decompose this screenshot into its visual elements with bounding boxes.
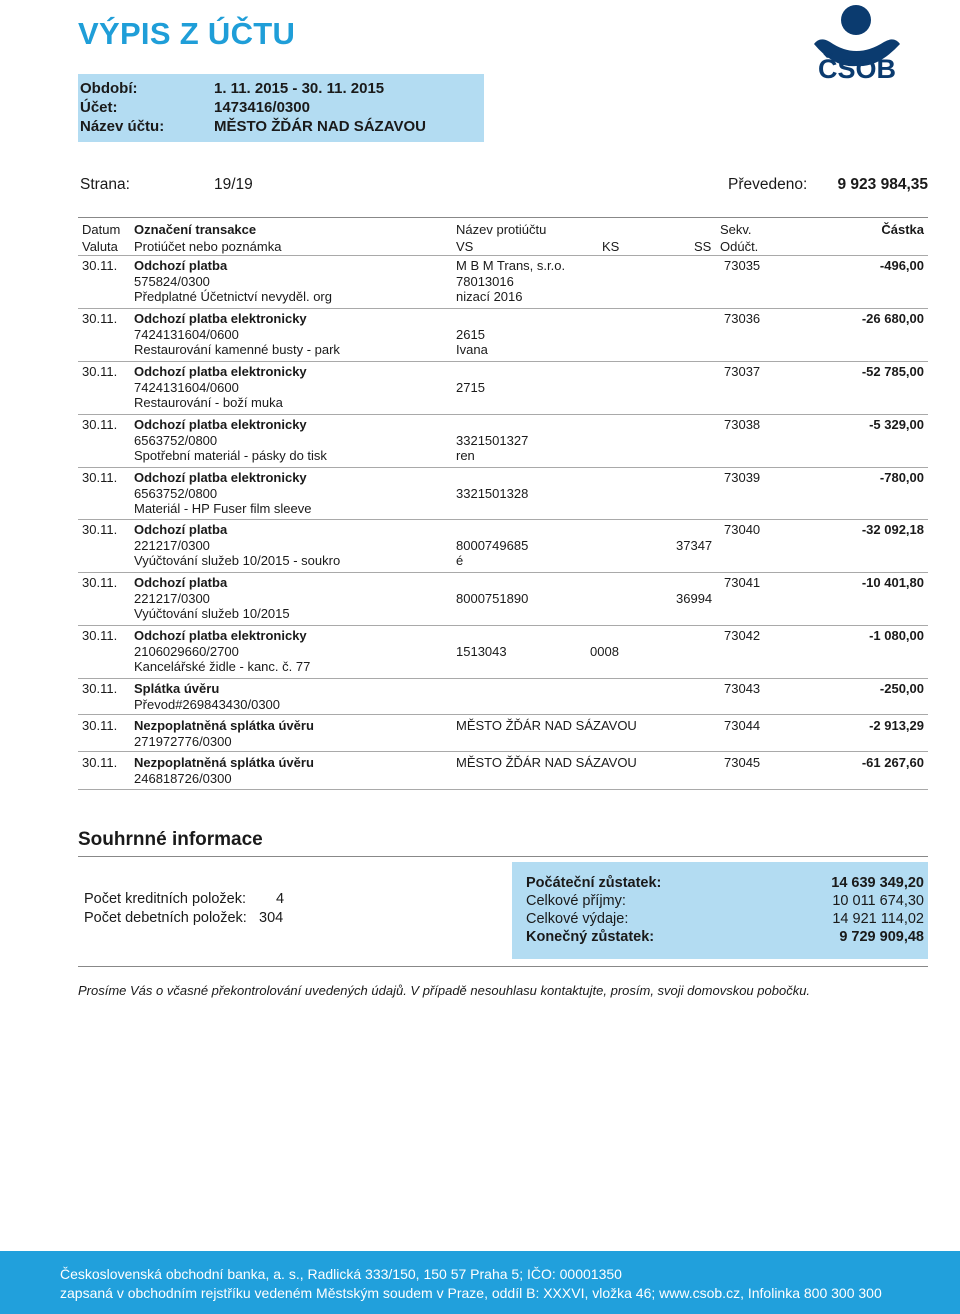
account-info-box <box>78 74 484 142</box>
row-type: Nezpoplatněná splátka úvěru <box>134 755 314 770</box>
row-account: 271972776/0300 <box>134 733 232 749</box>
row-date: 30.11. <box>82 522 118 537</box>
row-sequence: 73045 <box>724 755 761 770</box>
header-ks: KS <box>602 239 620 254</box>
header-transaction-line1: Označení transakce <box>134 222 257 237</box>
row-type: Odchozí platba <box>134 575 228 590</box>
row-divider <box>78 361 928 362</box>
row-date: 30.11. <box>82 258 118 273</box>
table-top-rule <box>78 217 928 218</box>
closing-balance-label: Konečný zůstatek: <box>526 929 655 945</box>
row-account: 2106029660/2700 <box>134 643 239 659</box>
row-sequence: 73043 <box>724 681 761 696</box>
header-sequence-line2: Odúčt. <box>720 239 759 254</box>
carried-label: Převedeno: <box>728 176 808 193</box>
row-counterparty-line: 8000749685 <box>456 537 529 553</box>
row-sequence: 73038 <box>724 417 761 432</box>
row-account: 221217/0300 <box>134 590 210 606</box>
page-label: Strana: <box>80 176 130 193</box>
row-sequence: 73042 <box>724 628 761 643</box>
row-note: Restaurování - boží muka <box>134 395 283 410</box>
notice-text: Prosíme Vás o včasné překontrolování uvedených údajů. V případě nesouhlasu kontaktujte, prosím, svoji domovskou pobočku. <box>78 983 811 998</box>
row-date: 30.11. <box>82 417 118 432</box>
row-sequence: 73044 <box>724 718 761 733</box>
row-type: Odchozí platba elektronicky <box>134 417 307 432</box>
row-counterparty-line: nizací 2016 <box>456 289 523 304</box>
footer-line2: zapsaná v obchodním rejstříku vedeném Městským soudem v Praze, oddíl B: XXXVI, vložka 46; www.csob.cz, Infolinka 800 300 300 <box>60 1285 882 1301</box>
header-counterparty <box>456 221 546 255</box>
account-name-label: Název účtu: <box>80 118 165 135</box>
row-amount: -52 785,00 <box>861 364 924 379</box>
row-date: 30.11. <box>82 364 118 379</box>
row-divider <box>78 519 928 520</box>
row-divider <box>78 751 928 752</box>
page-value: 19/19 <box>214 176 253 193</box>
period-label: Období: <box>80 80 138 97</box>
row-ks: 0008 <box>590 643 619 659</box>
row-type: Splátka úvěru <box>134 681 220 696</box>
row-amount: -780,00 <box>879 470 924 485</box>
row-note: Vyúčtování služeb 10/2015 - soukro <box>134 553 341 568</box>
row-account: 6563752/0800 <box>134 432 218 448</box>
row-note: Spotřební materiál - pásky do tisk <box>134 448 327 463</box>
header-vs: VS <box>456 239 474 254</box>
summary-bottom-rule <box>78 966 928 967</box>
closing-balance-value: 9 729 909,48 <box>839 929 924 945</box>
row-counterparty-line: Ivana <box>456 342 488 357</box>
row-note: Kancelářské židle - kanc. č. 77 <box>134 659 311 674</box>
debit-count-label: Počet debetních položek: <box>84 910 247 926</box>
row-account: 246818726/0300 <box>134 770 232 786</box>
row-divider <box>78 414 928 415</box>
row-note: Materiál - HP Fuser film sleeve <box>134 501 312 516</box>
row-type: Odchozí platba <box>134 522 228 537</box>
row-amount: -10 401,80 <box>861 575 924 590</box>
header-amount: Částka <box>881 222 924 237</box>
row-amount: -32 092,18 <box>861 522 924 537</box>
header-ss: SS <box>694 239 712 254</box>
total-expense-label: Celkové výdaje: <box>526 911 629 927</box>
page-title: VÝPIS Z ÚČTU <box>78 16 296 51</box>
period-value: 1. 11. 2015 - 30. 11. 2015 <box>214 80 385 97</box>
footer-line1: Československá obchodní banka, a. s., Radlická 333/150, 150 57 Praha 5; IČO: 00001350 <box>60 1266 622 1282</box>
credit-count-label: Počet kreditních položek: <box>84 891 247 907</box>
row-type: Nezpoplatněná splátka úvěru <box>134 718 314 733</box>
row-amount: -26 680,00 <box>861 311 924 326</box>
header-sequence <box>720 221 758 255</box>
row-type: Odchozí platba elektronicky <box>134 470 307 485</box>
account-value: 1473416/0300 <box>214 99 310 116</box>
row-counterparty-line: 2615 <box>456 326 485 342</box>
account-label: Účet: <box>80 99 118 116</box>
row-counterparty-line: 2715 <box>456 379 485 395</box>
row-account: 6563752/0800 <box>134 485 218 501</box>
row-divider <box>78 467 928 468</box>
table-header-rule <box>78 255 928 256</box>
footer <box>0 1251 960 1314</box>
row-sequence: 73039 <box>724 470 761 485</box>
row-ss: 37347 <box>676 537 713 553</box>
row-date: 30.11. <box>82 470 118 485</box>
summary-top-rule <box>78 856 928 857</box>
row-counterparty-line: é <box>456 553 464 568</box>
row-divider <box>78 678 928 679</box>
row-date: 30.11. <box>82 681 118 696</box>
header-transaction-line2: Protiúčet nebo poznámka <box>134 239 282 254</box>
header-date-line2: Valuta <box>82 239 118 254</box>
row-counterparty-line: MĚSTO ŽĎÁR NAD SÁZAVOU <box>456 718 637 733</box>
row-divider <box>78 714 928 715</box>
logo-text: ČSOB <box>817 54 897 80</box>
summary-title: Souhrnné informace <box>78 829 263 850</box>
row-counterparty-line: MĚSTO ŽĎÁR NAD SÁZAVOU <box>456 755 637 770</box>
header-date <box>82 221 120 255</box>
row-counterparty-line: 78013016 <box>456 273 514 289</box>
row-counterparty-line: M B M Trans, s.r.o. <box>456 258 566 273</box>
row-counterparty-line: 3321501328 <box>456 485 529 501</box>
row-note: Předplatné Účetnictví nevyděl. org <box>134 289 332 304</box>
row-date: 30.11. <box>82 575 118 590</box>
carried-value: 9 923 984,35 <box>837 176 928 193</box>
row-divider <box>78 308 928 309</box>
row-amount: -61 267,60 <box>861 755 924 770</box>
row-type: Odchozí platba elektronicky <box>134 311 307 326</box>
csob-logo <box>808 4 906 80</box>
row-sequence: 73040 <box>724 522 761 537</box>
row-date: 30.11. <box>82 311 118 326</box>
row-divider <box>78 572 928 573</box>
total-expense-value: 14 921 114,02 <box>832 911 924 927</box>
row-account: 221217/0300 <box>134 537 210 553</box>
row-date: 30.11. <box>82 628 118 643</box>
row-amount: -250,00 <box>879 681 924 696</box>
opening-balance-label: Počáteční zůstatek: <box>526 875 662 891</box>
row-type: Odchozí platba elektronicky <box>134 628 307 643</box>
row-type: Odchozí platba elektronicky <box>134 364 307 379</box>
row-account: Převod#269843430/0300 <box>134 696 281 712</box>
row-sequence: 73036 <box>724 311 761 326</box>
row-sequence: 73035 <box>724 258 761 273</box>
row-date: 30.11. <box>82 755 118 770</box>
header-date-line1: Datum <box>82 222 121 237</box>
row-account: 7424131604/0600 <box>134 326 239 342</box>
row-account: 575824/0300 <box>134 273 210 289</box>
row-amount: -1 080,00 <box>869 628 924 643</box>
debit-count: 304 <box>259 910 284 926</box>
row-counterparty-line: 8000751890 <box>456 590 529 606</box>
row-amount: -5 329,00 <box>869 417 924 432</box>
header-counterparty-line1: Název protiúčtu <box>456 222 547 237</box>
row-counterparty-line: 3321501327 <box>456 432 529 448</box>
row-note: Vyúčtování služeb 10/2015 <box>134 606 290 621</box>
row-sequence: 73041 <box>724 575 761 590</box>
row-note: Restaurování kamenné busty - park <box>134 342 340 357</box>
row-ss: 36994 <box>676 590 713 606</box>
row-amount: -2 913,29 <box>869 718 924 733</box>
total-income-label: Celkové příjmy: <box>526 893 626 909</box>
account-name-value: MĚSTO ŽĎÁR NAD SÁZAVOU <box>214 118 426 135</box>
row-sequence: 73037 <box>724 364 761 379</box>
opening-balance-value: 14 639 349,20 <box>831 875 924 891</box>
row-counterparty-line: 1513043 <box>456 643 507 659</box>
row-divider <box>78 789 928 790</box>
total-income-value: 10 011 674,30 <box>832 893 924 909</box>
header-transaction <box>134 221 281 255</box>
row-divider <box>78 625 928 626</box>
row-type: Odchozí platba <box>134 258 228 273</box>
row-date: 30.11. <box>82 718 118 733</box>
credit-count: 4 <box>276 891 285 907</box>
row-account: 7424131604/0600 <box>134 379 239 395</box>
row-amount: -496,00 <box>879 258 924 273</box>
row-counterparty-line: ren <box>456 448 475 463</box>
header-sequence-line1: Sekv. <box>720 222 752 237</box>
